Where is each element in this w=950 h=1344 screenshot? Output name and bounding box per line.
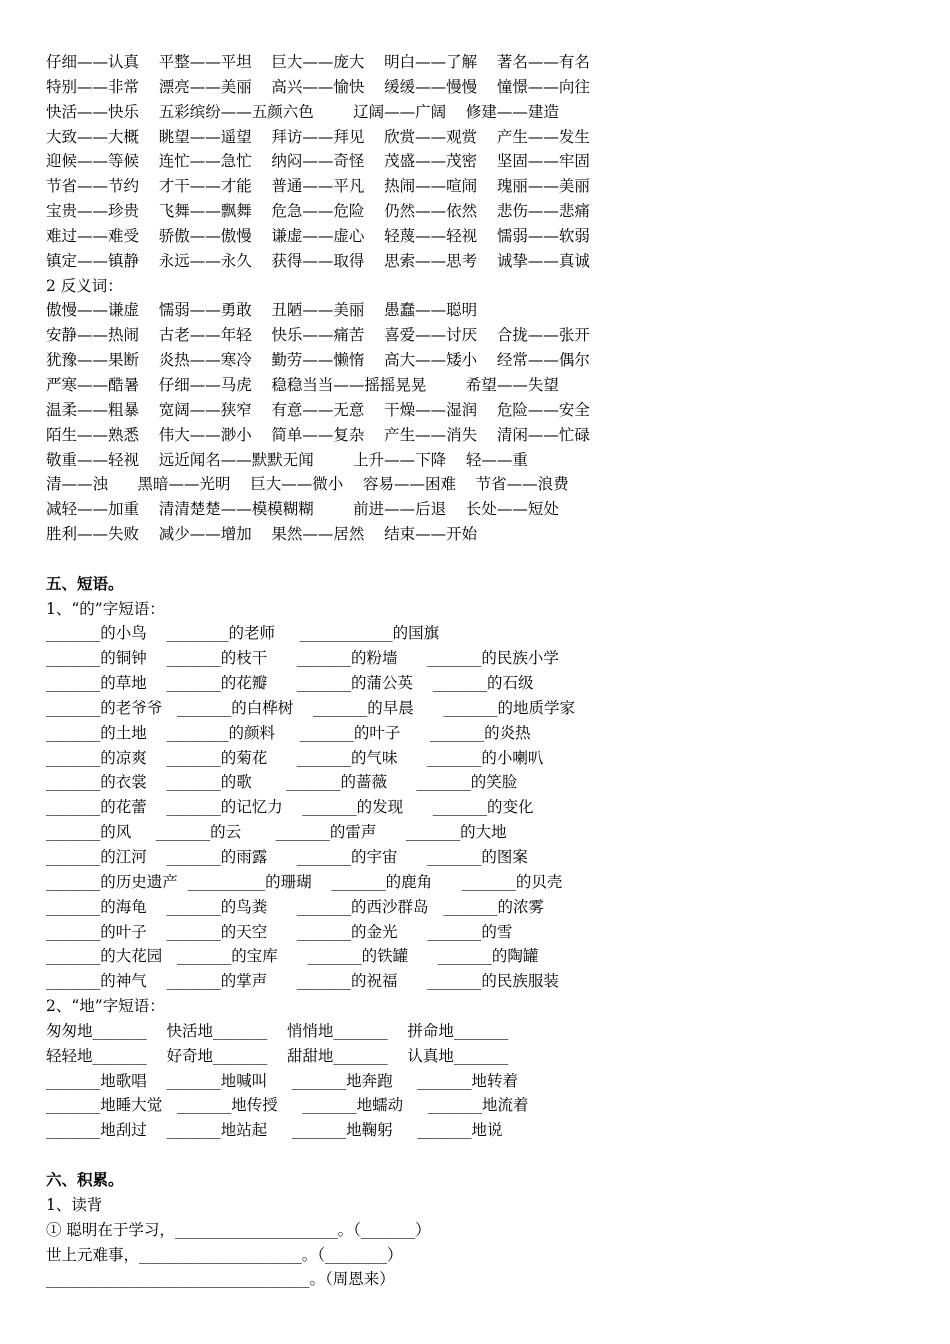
text-line: _______地歌唱 _______地喊叫 _______地奔跑 _______地转着 xyxy=(46,1071,518,1090)
text-line: 严寒——酷暑 仔细——马虎 稳稳当当——摇摇晃晃 希望——失望 xyxy=(46,375,559,394)
text-line: _______的衣裳 _______的歌 _______的蔷薇 _______的笑脸 xyxy=(46,773,518,792)
text-line: _______地睡大觉 _______地传授 _______地蠕动 _______地流着 xyxy=(46,1096,529,1115)
text-line: 仔细——认真 平整——平坦 巨大——庞大 明白——了解 著名——有名 xyxy=(46,53,590,71)
text-line: 敬重——轻视 远近闻名——默默无闻 上升——下降 轻——重 xyxy=(46,450,528,469)
text-line: _______的大花园 _______的宝库 _______的铁罐 _______的陶罐 xyxy=(46,947,539,966)
text-line: _______的历史遗产 __________的珊瑚 _______的鹿角 _______的贝壳 xyxy=(46,872,563,891)
text-line: 宝贵——珍贵 飞舞——飘舞 危急——危险 仍然——依然 悲伤——悲痛 xyxy=(46,202,590,221)
blank-line xyxy=(46,547,926,572)
text-line: _______的海龟 _______的鸟粪 _______的西沙群岛 _______的浓雾 xyxy=(46,897,545,916)
text-line: _______的神气 _______的掌声 _______的祝福 _______的民族服装 xyxy=(46,972,559,991)
section-heading: 六、积累。 xyxy=(46,1169,124,1189)
text-line: __________________________________。（周恩来） xyxy=(46,1270,395,1289)
text-line: _______的花蕾 _______的记忆力 _______的发现 _______的变化 xyxy=(46,798,534,817)
text-line: 特别——非常 漂亮——美丽 高兴——愉快 缓缓——慢慢 憧憬——向往 xyxy=(46,77,590,96)
text-line: 快活——快乐 五彩缤纷——五颜六色 辽阔——广阔 修建——建造 xyxy=(46,102,559,121)
text-line: 1、“的”字短语： xyxy=(46,599,165,618)
text-line: _______的叶子 _______的天空 _______的金光 _______的雪 xyxy=(46,922,513,941)
document-page xyxy=(46,50,926,1292)
text-line: 世上元难事，_____________________。（________） xyxy=(46,1245,403,1264)
text-line: _______地刮过 _______地站起 _______地鞠躬 _______地说 xyxy=(46,1121,503,1140)
text-line: 2、“地”字短语： xyxy=(46,997,165,1016)
blank-line xyxy=(46,1143,926,1168)
text-line: _______的凉爽 _______的菊花 _______的气味 _______的小喇叭 xyxy=(46,748,544,767)
text-line: 难过——难受 骄傲——傲慢 谦虚——虚心 轻蔑——轻视 懦弱——软弱 xyxy=(46,226,590,245)
text-line: 匆匆地_______ 快活地_______ 悄悄地_______ 拼命地_______ xyxy=(46,1021,509,1040)
text-line: _______的草地 _______的花瓣 _______的蒲公英 _______的石级 xyxy=(46,674,534,693)
text-line: 温柔——粗暴 宽阔——狭窄 有意——无意 干燥——湿润 危险——安全 xyxy=(46,400,590,419)
text-line: 减轻——加重 清清楚楚——模模糊糊 前进——后退 长处——短处 xyxy=(46,500,559,519)
text-line: _______的小鸟 ________的老师 ____________的国旗 xyxy=(46,624,440,643)
text-line: 节省——节约 才干——才能 普通——平凡 热闹——喧闹 瑰丽——美丽 xyxy=(46,177,590,196)
text-line: 1、读背 xyxy=(46,1195,103,1214)
text-line: 陌生——熟悉 伟大——渺小 简单——复杂 产生——消失 清闲——忙碌 xyxy=(46,425,590,444)
text-line: _______的铜钟 _______的枝干 _______的粉墙 _______的民族小学 xyxy=(46,649,559,668)
section-heading: 五、短语。 xyxy=(46,573,124,593)
text-line: _______的老爷爷 _______的白桦树 _______的早晨 _______的地质学家 xyxy=(46,698,576,717)
text-line: 犹豫——果断 炎热——寒冷 勤劳——懒惰 高大——矮小 经常——偶尔 xyxy=(46,351,590,370)
text-line: 迎候——等候 连忙——急忙 纳闷——奇怪 茂盛——茂密 坚固——牢固 xyxy=(46,152,590,171)
text-line: 清——浊 黑暗——光明 巨大——微小 容易——困难 节省——浪费 xyxy=(46,475,569,494)
text-line: 傲慢——谦虚 懦弱——勇敢 丑陋——美丽 愚蠢——聪明 xyxy=(46,301,478,320)
text-line: _______的江河 _______的雨露 _______的宇宙 _______的图案 xyxy=(46,848,528,866)
text-line: 镇定——镇静 永远——永久 获得——取得 思索——思考 诚挚——真诚 xyxy=(46,251,590,270)
text-line: 2 反义词： xyxy=(46,276,123,295)
text-line: ① 聪明在于学习，_____________________。（_______） xyxy=(46,1220,431,1239)
text-line: 胜利——失败 减少——增加 果然——居然 结束——开始 xyxy=(46,525,478,544)
text-line: 轻轻地_______ 好奇地_______ 甜甜地_______ 认真地_______ xyxy=(46,1046,509,1065)
text-line: _______的风 _______的云 _______的雷声 _______的大地 xyxy=(46,823,507,842)
text-line: _______的土地 ________的颜料 _______的叶子 _______的炎热 xyxy=(46,723,531,742)
text-line: 安静——热闹 古老——年轻 快乐——痛苦 喜爱——讨厌 合拢——张开 xyxy=(46,326,590,345)
text-line: 大致——大概 眺望——遥望 拜访——拜见 欣赏——观赏 产生——发生 xyxy=(46,127,590,146)
